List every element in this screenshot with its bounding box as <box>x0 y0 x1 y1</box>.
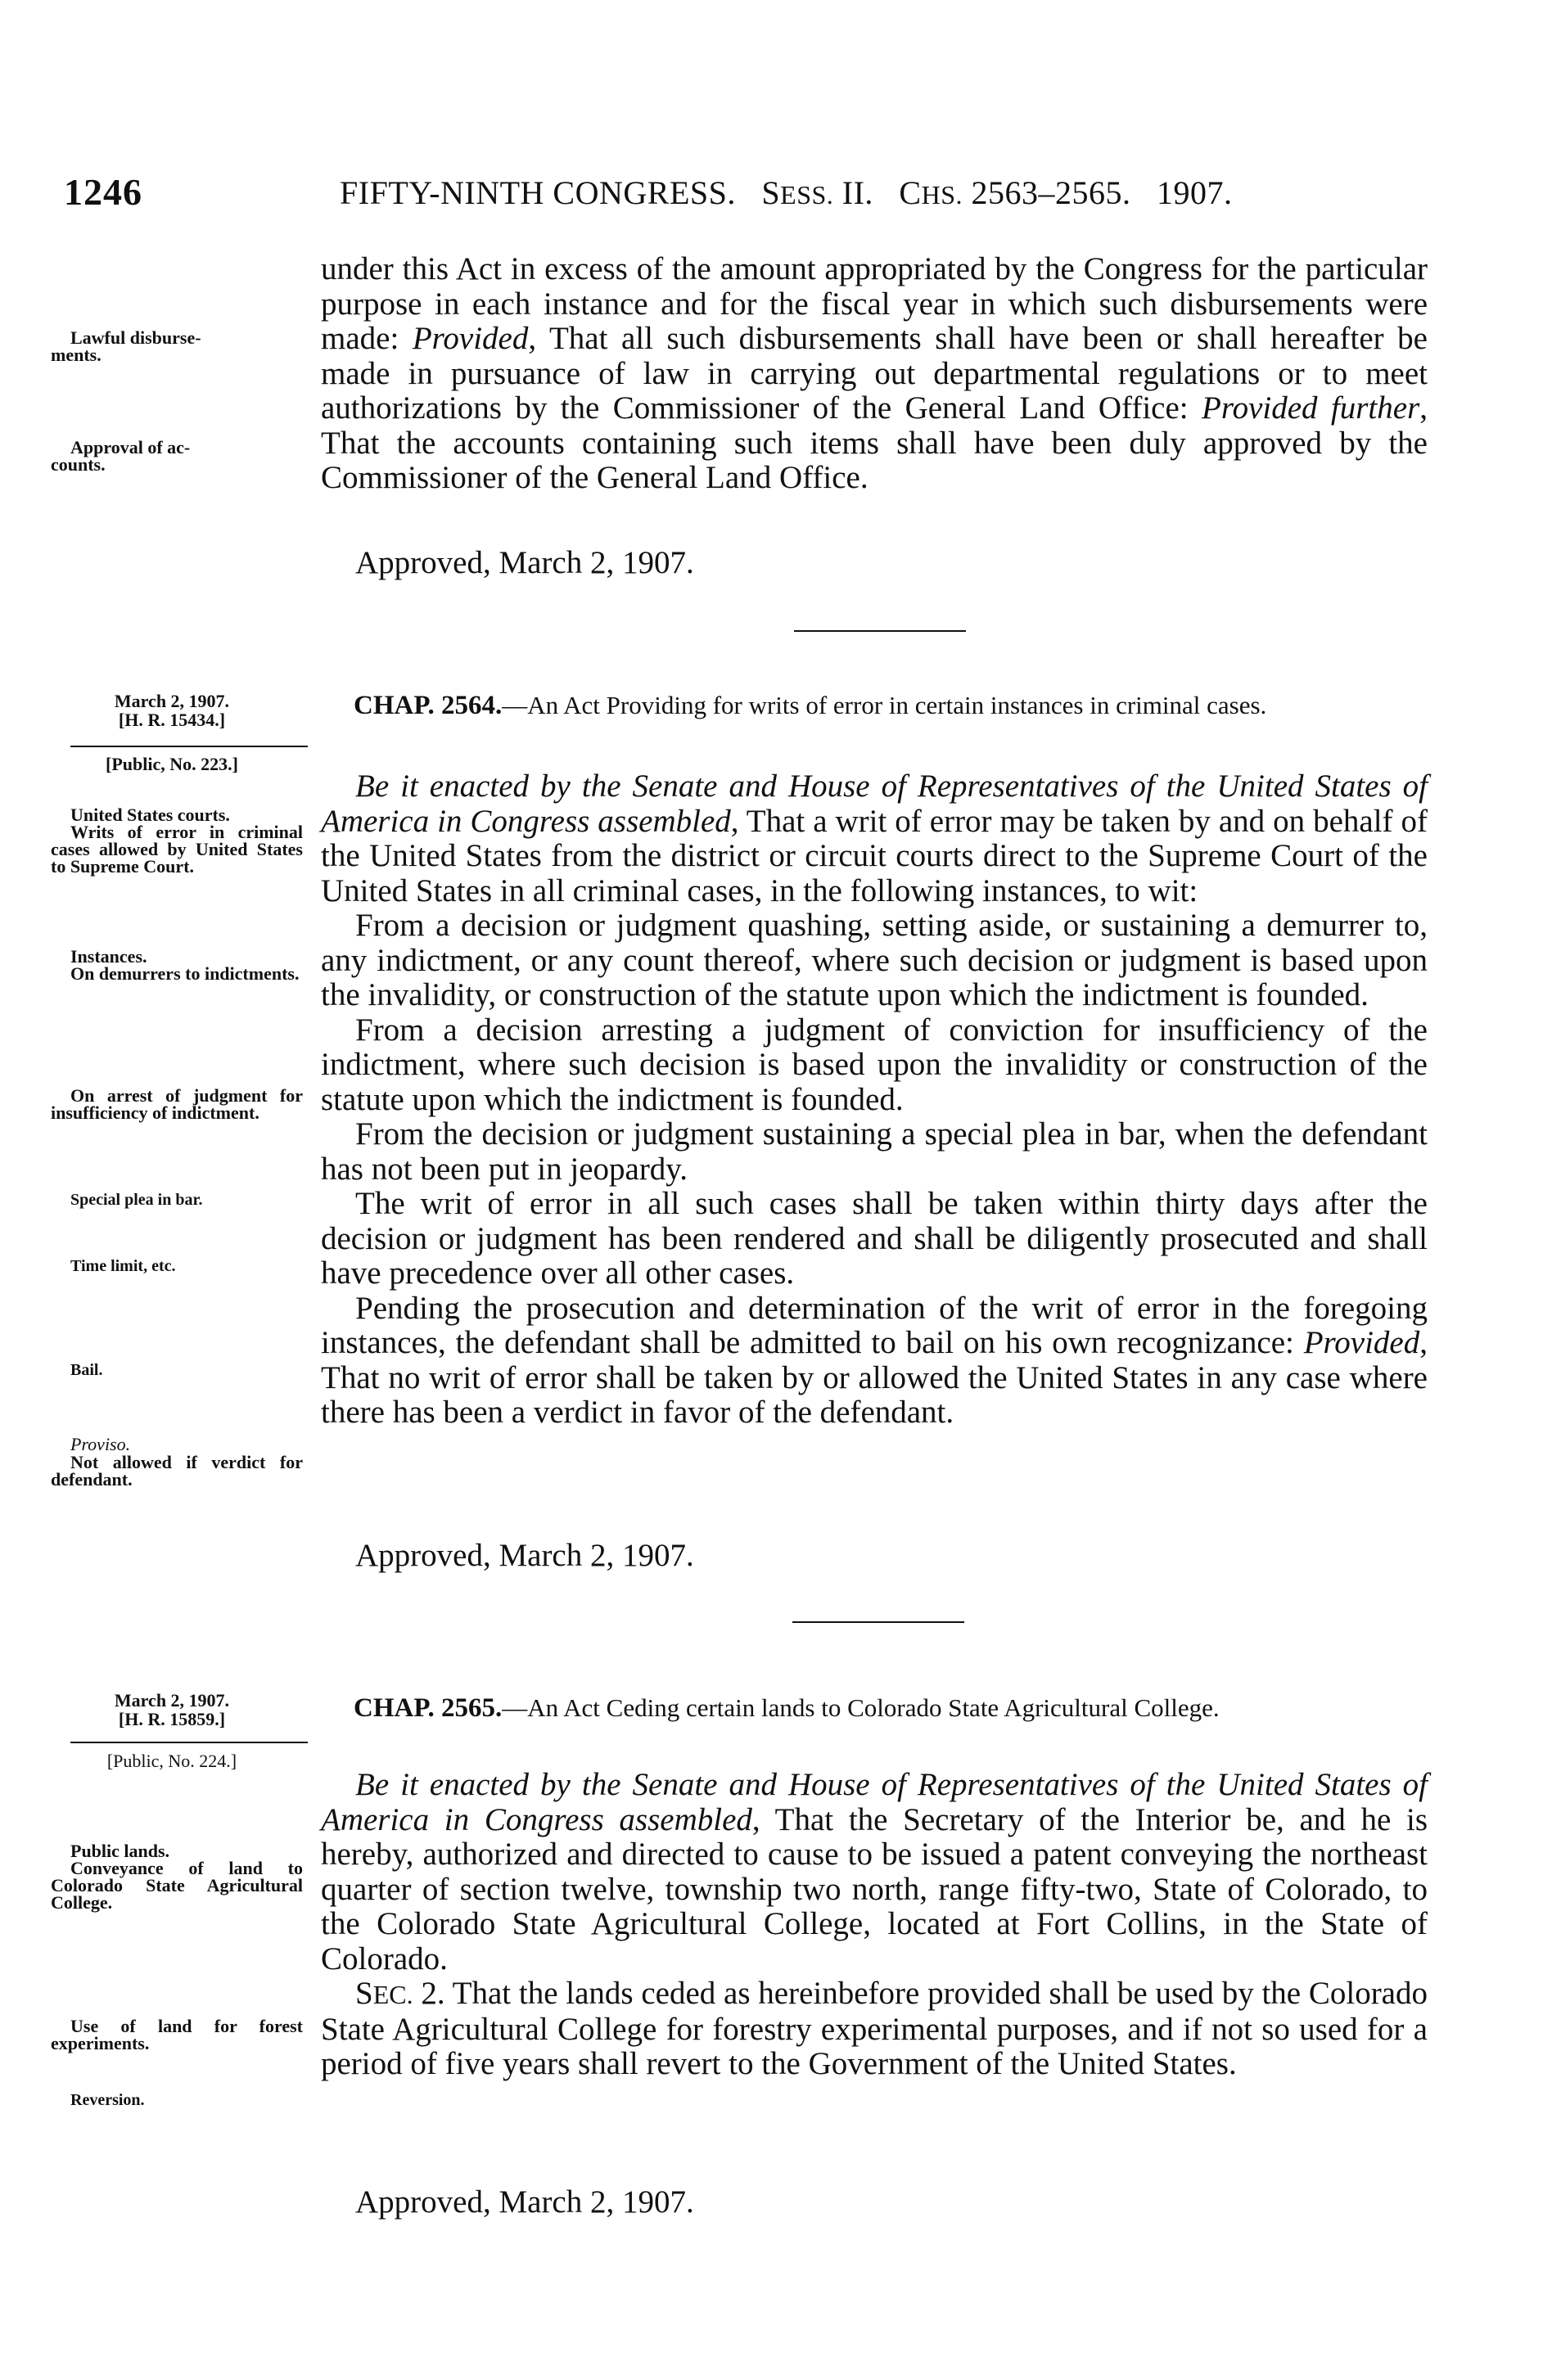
chap-2565-approved: Approved, March 2, 1907. <box>355 2184 694 2220</box>
chapters: CHS. 2563–2565. <box>899 174 1131 211</box>
chap-2564-title: CHAP. 2564.—An Act Providing for writs of error in certain instances in criminal cases. <box>354 691 1267 720</box>
chap-2564-bill: [H. R. 15434.] <box>118 710 226 730</box>
margin-note-use-of-land: Use of land for forest experiments. <box>51 2016 303 2053</box>
chap-2563-approved: Approved, March 2, 1907. <box>355 545 694 580</box>
margin-note-reversion: Reversion. <box>70 2091 145 2109</box>
margin-note-lawful-disbursements: Lawful disburse- ments. <box>51 327 201 365</box>
margin-note-writs-of-error: Writs of error in criminal cases allowed by United States to Supreme Court. <box>51 822 303 877</box>
chap-2565-title: CHAP. 2565.—An Act Ceding certain lands to Colorado State Agricultural College. <box>354 1693 1220 1723</box>
chap-2564-body <box>321 769 1428 1431</box>
chap-2564-para-demurrer: From a decision or judgment quashing, setting aside, or sustaining a demurrer to, any indictment, or any count thereof, where such decision or judgment is based upon the invalidity, or construction of the statute upon which the indictment is founded. <box>321 908 1428 1012</box>
chap-2565-public-law: [Public, No. 224.] <box>106 1751 237 1771</box>
chap-2564-date: March 2, 1907. <box>114 691 230 711</box>
margin-note-time-limit: Time limit, etc. <box>70 1257 176 1275</box>
chap-2564-para-bail: Pending the prosecution and determination of the writ of error in the foregoing instances, the defendant shall be admitted to bail on his own recognizance: Provided, That no writ of error shall be taken by or allowed the United States in any case where there has been a verdict in favor of the defendant. <box>321 1290 1428 1430</box>
margin-note-not-allowed: Not allowed if verdict for defendant. <box>51 1452 303 1490</box>
chap-2565-label: CHAP. 2565. <box>354 1693 503 1723</box>
chap-2564-para-special-plea: From the decision or judgment sustaining a special plea in bar, when the defendant has not been put in jeopardy. <box>321 1116 1428 1187</box>
chap-2565-date: March 2, 1907. <box>114 1690 230 1711</box>
margin-note-conveyance: Conveyance of land to Colorado State Agricultural College. <box>51 1858 303 1913</box>
margin-note-approval-of-accounts: Approval of ac- counts. <box>51 437 191 475</box>
side-divider <box>70 746 308 747</box>
chap-2565-body <box>321 1768 1428 2082</box>
session: SESS. II. <box>761 174 873 211</box>
chap-2565-bill: [H. R. 15859.] <box>118 1709 226 1729</box>
chap-2564-enacting-clause: Be it enacted by the Senate and House of Representatives of the United States of America in Congress assembled, That a writ of error may be taken by and on behalf of the United States from the district or circuit courts direct to the Supreme Court of the United States in all criminal cases, in the following instances, to wit: <box>321 769 1428 908</box>
margin-note-demurrers: On demurrers to indictments. <box>70 963 300 984</box>
margin-note-public-lands: Public lands. <box>70 1841 170 1861</box>
chap-2564-para-time-limit: The writ of error in all such cases shall be taken within thirty days after the decision or judgment has been rendered and shall be diligently prosecuted and shall have precedence over all other cases. <box>321 1186 1428 1291</box>
margin-note-proviso: Proviso. <box>70 1434 131 1454</box>
margin-note-special-plea: Special plea in bar. <box>70 1191 203 1209</box>
congress-title: FIFTY-NINTH CONGRESS. <box>340 174 736 211</box>
margin-note-arrest-of-judgment: On arrest of judgment for insufficiency of indictment. <box>51 1085 303 1123</box>
section-divider <box>792 1621 964 1623</box>
chap-2564-para-arrest: From a decision arresting a judgment of conviction for insufficiency of the indictment, where such decision is based upon the invalidity or construction of the statute upon which the indictment is founded. <box>321 1012 1428 1117</box>
margin-note-us-courts: United States courts. <box>70 805 230 825</box>
page-number: 1246 <box>64 171 142 213</box>
year: 1907. <box>1157 174 1233 211</box>
side-divider <box>70 1742 308 1743</box>
running-head <box>340 174 1233 212</box>
chap-2564-public-law: [Public, No. 223.] <box>106 754 238 774</box>
chap-2563-body: under this Act in excess of the amount appropriated by the Congress for the particular purpose in each instance and for the fiscal year in which such disbursements were made: Provided, That all such disbursements shall have been or shall hereafter be made in pursuance of law in carrying out departmental regulations or to meet authorizations by the Commissioner of the General Land Office: Provided further, That the accounts containing such items shall have been duly approved by the Commissioner of the General Land Office. <box>321 251 1428 495</box>
margin-note-bail: Bail. <box>70 1361 103 1379</box>
margin-note-instances: Instances. <box>70 946 147 967</box>
chap-2565-sec-2: SEC. 2. That the lands ceded as hereinbefore provided shall be used by the Colorado State Agricultural College for forestry experimental purposes, and if not so used for a period of five years shall revert to the Government of the United States. <box>321 1976 1428 2081</box>
section-divider <box>794 630 966 632</box>
chap-2565-enacting-clause: Be it enacted by the Senate and House of Representatives of the United States of America in Congress assembled, That the Secretary of the Interior be, and he is hereby, authorized and directed to cause to be issued a patent conveying the northeast quarter of section twelve, township two north, range fifty-two, State of Colorado, to the Colorado State Agricultural College, located at Fort Collins, in the State of Colorado. <box>321 1767 1428 1977</box>
chap-2564-label: CHAP. 2564. <box>354 691 503 720</box>
chap-2564-approved: Approved, March 2, 1907. <box>355 1538 694 1573</box>
